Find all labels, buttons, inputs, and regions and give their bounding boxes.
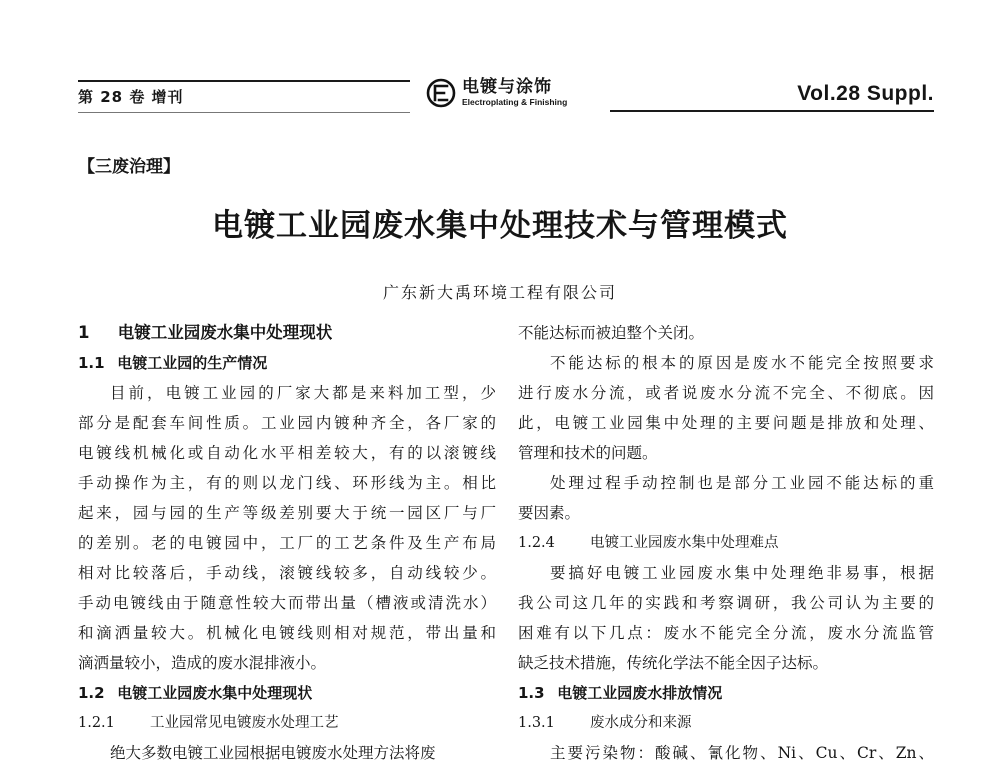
journal-logo-cn: 电镀与涂饰 [462,77,552,98]
heading-number: 1.3.1 [518,715,555,731]
left-column [78,318,496,768]
heading-number: 1.1 [78,354,105,372]
paragraph-line: 困难有以下几点：废水不能完全分流，废水分流监管 [518,624,934,642]
heading-number: 1 [78,323,90,342]
paragraph-line: 不能达标而被迫整个关闭。 [518,324,705,342]
heading-text: 电镀工业园废水集中处理现状 [117,323,333,342]
heading-1-2-4 [518,528,934,558]
right-column [518,318,934,768]
heading-number: 1.2.4 [518,535,555,551]
paragraph-line: 的差别。老的电镀园中，工厂的工艺条件及生产布局 [78,534,496,552]
paragraph-line: 我公司这几年的实践和考察调研，我公司认为主要的 [518,594,934,612]
heading-text: 电镀工业园废水集中处理难点 [590,535,779,551]
heading-1 [78,318,496,348]
heading-1-3-1 [518,708,934,738]
paragraph-line: 起来，园与园的生产等级差别要大于统一园区厂与厂 [78,504,496,522]
heading-text: 电镀工业园废水集中处理现状 [117,684,313,702]
paragraph-line: 和滴洒量较大。机械化电镀线则相对规范，带出量和 [78,624,496,642]
article-title: 电镀工业园废水集中处理技术与管理模式 [212,208,788,244]
heading-1-1 [78,348,496,378]
heading-number: 1.2.1 [78,715,115,731]
paragraph-line: 管理和技术的问题。 [518,444,658,462]
heading-text: 电镀工业园的生产情况 [117,354,268,372]
paragraph-line: 处理过程手动控制也是部分工业园不能达标的重 [550,474,934,492]
section-tag: 【三废治理】 [78,157,180,177]
paragraph-line: 缺乏技术措施，传统化学法不能全因子达标。 [518,654,829,672]
header-rule-left [78,80,410,82]
journal-volume-right: Vol.28 Suppl. [797,82,934,105]
paragraph-line: 要因素。 [518,504,581,522]
paragraph-line: 目前，电镀工业园的厂家大都是来料加工型，少 [110,384,496,402]
article-author: 广东新大禹环境工程有限公司 [382,283,617,302]
journal-logo-en: Electroplating & Finishing [462,97,568,108]
paragraph-line: 要搞好电镀工业园废水集中处理绝非易事，根据 [550,564,934,582]
header-rule-right [610,110,934,112]
heading-1-2-1 [78,708,496,738]
paragraph-line: 滴洒量较小，造成的废水混排液小。 [78,654,327,672]
paragraph-line: 主要污染物：酸碱、氰化物、Ni、Cu、Cr、Zn、 [550,744,934,762]
paragraph-line: 不能达标的根本的原因是废水不能完全按照要求 [550,354,934,372]
journal-logo [426,74,567,112]
paragraph-line: 手动操作为主，有的则以龙门线、环形线为主。相比 [78,474,496,492]
heading-text: 工业园常见电镀废水处理工艺 [150,715,339,731]
heading-number: 1.3 [518,684,545,702]
paragraph-line: 部分是配套车间性质。工业园内镀种齐全，各厂家的 [78,414,496,432]
paragraph-line: 相对比较落后，手动线，滚镀线较多，自动线较少。 [78,564,496,582]
header-rule-left-thin [78,112,410,113]
heading-text: 废水成分和来源 [590,715,692,731]
heading-1-3 [518,678,934,708]
heading-1-2 [78,678,496,708]
paragraph-line: 手动电镀线由于随意性较大而带出量（槽液或清洗水） [78,594,496,612]
heading-text: 电镀工业园废水排放情况 [557,684,723,702]
heading-number: 1.2 [78,684,105,702]
paragraph-line: 电镀线机械化或自动化水平相差较大，有的以滚镀线 [78,444,496,462]
journal-volume-left: 第 28 卷 增刊 [78,88,184,106]
paragraph-line: 绝大多数电镀工业园根据电镀废水处理方法将废 [110,744,436,762]
journal-logo-icon [426,78,456,108]
paragraph-line: 进行废水分流，或者说废水分流不完全、不彻底。因 [518,384,934,402]
paragraph-line: 此，电镀工业园集中处理的主要问题是排放和处理、 [518,414,934,432]
